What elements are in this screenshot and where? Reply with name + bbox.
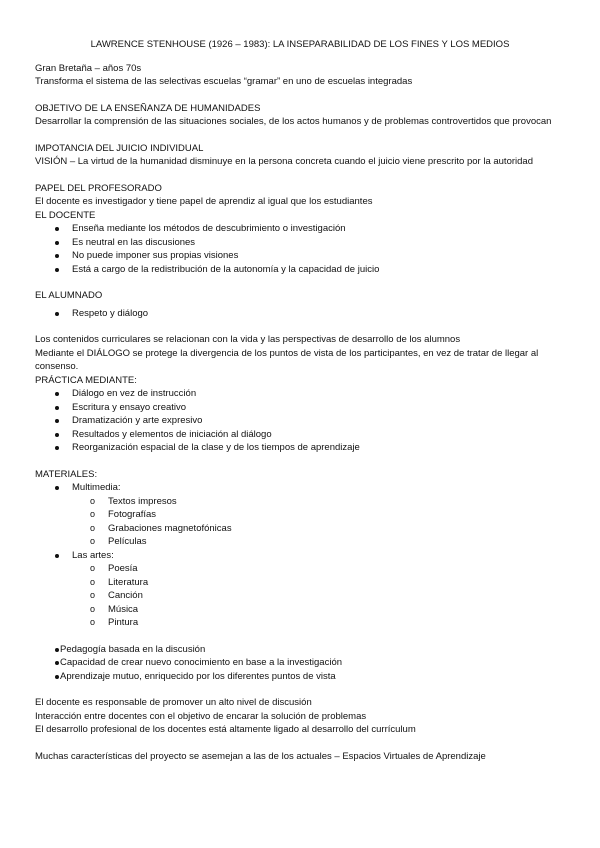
conclusion-text: Muchas características del proyecto se asemejan a las de los actuales – Espacios Virtuales de Aprendizaje [35, 750, 486, 762]
practica-list [35, 387, 565, 455]
document-title: LAWRENCE STENHOUSE (1926 – 1983): LA INSEPARABILIDAD DE LOS FINES Y LOS MEDIOS [90, 39, 510, 50]
list-subitem: o Fotografías [35, 508, 565, 522]
section-heading-profesorado: PAPEL DEL PROFESORADO [35, 182, 162, 194]
list-subitem: o Pintura [35, 616, 565, 630]
intro-line: Gran Bretaña – años 70s [35, 62, 142, 74]
juicio-text: VISIÓN – La virtud de la humanidad disminuye en la persona concreta cuando el juicio viene prescrito por la autoridad [35, 156, 533, 167]
list-subitem: o Canción [35, 589, 565, 603]
section-heading-materiales: MATERIALES: [35, 468, 98, 480]
list-subitem: o Películas [35, 535, 565, 549]
list-item: Reorganización espacial de la clase y de los tiempos de aprendizaje [35, 441, 565, 455]
list-subitem: o Literatura [35, 576, 565, 590]
objetivo-text: Desarrollar la comprensión de las situaciones sociales, de los actos humanos y de problemas controvertidos que provocan [35, 116, 552, 127]
materiales-list [35, 481, 565, 630]
list-item: Escritura y ensayo creativo [35, 401, 565, 415]
contenidos-line: Los contenidos curriculares se relacionan con la vida y las perspectivas de desarrollo de los alumnos [35, 334, 461, 345]
list-item: Aprendizaje mutuo, enriquecido por los diferentes puntos de vista [35, 670, 565, 684]
materiales-group-label: Las artes: [35, 549, 565, 563]
subheading-practica: PRÁCTICA MEDIANTE: [35, 374, 137, 386]
section-heading-juicio: IMPOTANCIA DEL JUICIO INDIVIDUAL [35, 142, 204, 154]
docentes-line: El desarrollo profesional de los docentes está altamente ligado al desarrollo del currículum [35, 724, 416, 735]
list-subitem: o Grabaciones magnetofónicas [35, 522, 565, 536]
intro-line: Transforma el sistema de las selectivas escuelas “gramar” en uno de escuelas integradas [35, 76, 413, 87]
list-item: Diálogo en vez de instrucción [35, 387, 565, 401]
list-item: Enseña mediante los métodos de descubrimiento o investigación [35, 222, 565, 236]
section-heading-objetivo: OBJETIVO DE LA ENSEÑANZA DE HUMANIDADES [35, 102, 261, 114]
list-subitem: o Textos impresos [35, 495, 565, 509]
subheading-docente: EL DOCENTE [35, 209, 96, 221]
list-subitem: o Poesía [35, 562, 565, 576]
pedagogia-list [35, 643, 565, 684]
list-item: No puede imponer sus propias visiones [35, 249, 565, 263]
list-subitem: o Música [35, 603, 565, 617]
contenidos-line: Mediante el DIÁLOGO se protege la divergencia de los puntos de vista de los participantes, en vez de tratar de llegar al consenso. [35, 347, 539, 372]
docente-list [35, 222, 565, 276]
alumnado-list [35, 307, 565, 321]
docentes-line: Interacción entre docentes con el objetivo de encarar la solución de problemas [35, 710, 367, 722]
profesorado-text: El docente es investigador y tiene papel de aprendiz al igual que los estudiantes [35, 196, 373, 207]
list-item: Capacidad de crear nuevo conocimiento en base a la investigación [35, 656, 565, 670]
list-item: Respeto y diálogo [35, 307, 565, 321]
document-page [35, 38, 565, 763]
materiales-group-label: Multimedia: [35, 481, 565, 495]
docentes-line: El docente es responsable de promover un alto nivel de discusión [35, 697, 312, 708]
list-item: Está a cargo de la redistribución de la autonomía y la capacidad de juicio [35, 263, 565, 277]
list-item: Es neutral en las discusiones [35, 236, 565, 250]
list-item: Pedagogía basada en la discusión [35, 643, 565, 657]
list-item: Dramatización y arte expresivo [35, 414, 565, 428]
section-heading-alumnado: EL ALUMNADO [35, 290, 103, 301]
list-item: Resultados y elementos de iniciación al diálogo [35, 428, 565, 442]
